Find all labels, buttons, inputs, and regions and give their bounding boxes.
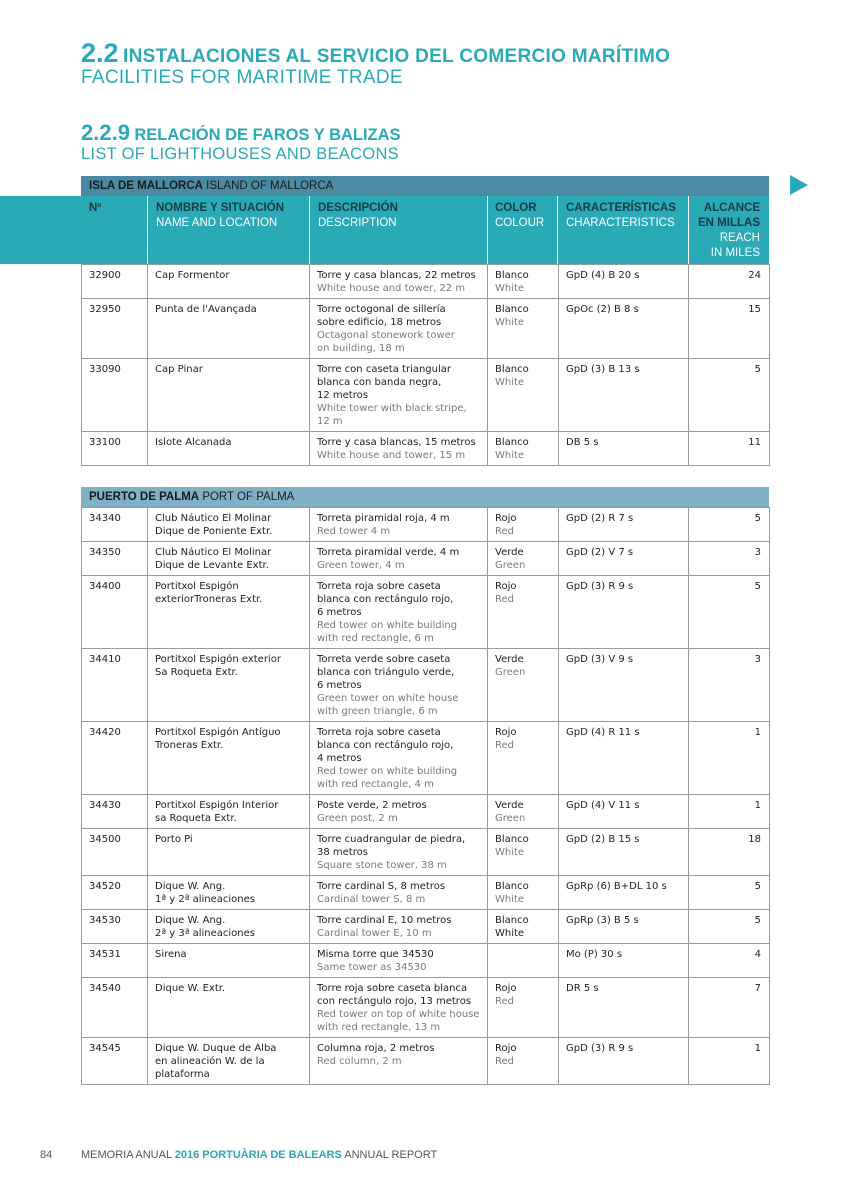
cell-colour: Verde Green	[488, 542, 559, 576]
section-heading	[81, 38, 670, 89]
col-description-header: DESCRIPCIÓN DESCRIPTION	[318, 202, 398, 229]
table-row	[82, 722, 770, 795]
cell-name: Dique W. Extr.	[148, 978, 310, 1038]
subsection-title-en: LIST OF LIGHTHOUSES AND BEACONS	[81, 145, 399, 163]
cell-colour: Blanco White	[488, 829, 559, 876]
section-title-en: FACILITIES FOR MARITIME TRADE	[81, 67, 403, 88]
section-title-es: INSTALACIONES AL SERVICIO DEL COMERCIO MARÍTIMO	[123, 46, 671, 67]
cell-description: Torreta roja sobre caseta blanca con rectángulo rojo, 4 metros Red tower on white building with red rectangle, 4 m	[310, 722, 488, 795]
cell-name: Club Náutico El Molinar Dique de Poniente Extr.	[148, 508, 310, 542]
cell-name: Porto Pi	[148, 829, 310, 876]
cell-name: Islote Alcanada	[148, 432, 310, 466]
table-row	[82, 910, 770, 944]
cell-reach: 5	[689, 876, 770, 910]
cell-reach: 5	[689, 508, 770, 542]
cell-colour: Blanco White	[488, 432, 559, 466]
cell-description: Torre cardinal S, 8 metros Cardinal tower S, 8 m	[310, 876, 488, 910]
cell-colour: Rojo Red	[488, 978, 559, 1038]
cell-number: 34410	[82, 649, 148, 722]
table-row	[82, 944, 770, 978]
table-row	[82, 359, 770, 432]
cell-reach: 1	[689, 722, 770, 795]
table-row	[82, 265, 770, 299]
lighthouse-table-mallorca	[81, 264, 770, 466]
cell-reach: 18	[689, 829, 770, 876]
col-number-header: Nº	[89, 202, 102, 214]
cell-description: Torreta piramidal verde, 4 m Green tower, 4 m	[310, 542, 488, 576]
table-row	[82, 829, 770, 876]
footer-text: MEMORIA ANUAL 2016 PORTUÀRIA DE BALEARS ANNUAL REPORT	[81, 1149, 438, 1161]
cell-description: Torre cardinal E, 10 metros Cardinal tower E, 10 m	[310, 910, 488, 944]
cell-colour: Rojo Red	[488, 1038, 559, 1085]
cell-reach: 5	[689, 576, 770, 649]
cell-colour: Blanco White	[488, 265, 559, 299]
cell-number: 34520	[82, 876, 148, 910]
col-name-header: NOMBRE Y SITUACIÓN NAME AND LOCATION	[156, 202, 285, 229]
cell-number: 34540	[82, 978, 148, 1038]
cell-reach: 1	[689, 795, 770, 829]
cell-characteristics: GpD (2) R 7 s	[559, 508, 689, 542]
cell-description: Torreta roja sobre caseta blanca con rectángulo rojo, 6 metros Red tower on white building with red rectangle, 6 m	[310, 576, 488, 649]
cell-colour: Verde Green	[488, 649, 559, 722]
cell-characteristics: GpOc (2) B 8 s	[559, 299, 689, 359]
table-row	[82, 299, 770, 359]
cell-characteristics: GpD (2) V 7 s	[559, 542, 689, 576]
cell-name: Punta de l'Avançada	[148, 299, 310, 359]
table-row	[82, 432, 770, 466]
cell-colour: Blanco White	[488, 910, 559, 944]
cell-number: 34340	[82, 508, 148, 542]
cell-characteristics: GpD (2) B 15 s	[559, 829, 689, 876]
cell-name: Dique W. Ang. 2ª y 3ª alineaciones	[148, 910, 310, 944]
cell-number: 32900	[82, 265, 148, 299]
table-row	[82, 876, 770, 910]
cell-description: Misma torre que 34530 Same tower as 34530	[310, 944, 488, 978]
cell-characteristics: GpRp (6) B+DL 10 s	[559, 876, 689, 910]
cell-reach: 11	[689, 432, 770, 466]
cell-name: Cap Formentor	[148, 265, 310, 299]
table-header	[0, 196, 769, 264]
cell-description: Torreta verde sobre caseta blanca con triángulo verde, 6 metros Green tower on white house with green triangle, 6 m	[310, 649, 488, 722]
col-reach-header: ALCANCE EN MILLAS REACH IN MILES	[698, 202, 760, 259]
lighthouse-table-palma	[81, 507, 770, 1085]
table-row	[82, 649, 770, 722]
cell-name: Portitxol Espigón exteriorTroneras Extr.	[148, 576, 310, 649]
table-row	[82, 1038, 770, 1085]
cell-description: Torre y casa blancas, 15 metros White house and tower, 15 m	[310, 432, 488, 466]
cell-characteristics: GpD (4) V 11 s	[559, 795, 689, 829]
table-row	[82, 576, 770, 649]
cell-reach: 3	[689, 542, 770, 576]
cell-characteristics: GpD (3) R 9 s	[559, 576, 689, 649]
cell-reach: 1	[689, 1038, 770, 1085]
section-number: 2.2	[81, 38, 119, 68]
cell-colour: Rojo Red	[488, 722, 559, 795]
cell-reach: 24	[689, 265, 770, 299]
cell-number: 34430	[82, 795, 148, 829]
cell-characteristics: Mo (P) 30 s	[559, 944, 689, 978]
cell-number: 33090	[82, 359, 148, 432]
table-row	[82, 508, 770, 542]
cell-description: Torre octogonal de sillería sobre edificio, 18 metros Octagonal stonework tower on building, 18 m	[310, 299, 488, 359]
cell-colour: Blanco White	[488, 876, 559, 910]
cell-colour: Rojo Red	[488, 576, 559, 649]
cell-colour: Rojo Red	[488, 508, 559, 542]
cell-name: Portitxol Espigón exterior Sa Roqueta Extr.	[148, 649, 310, 722]
cell-number: 32950	[82, 299, 148, 359]
subsection-number: 2.2.9	[81, 120, 130, 145]
cell-characteristics: GpD (3) B 13 s	[559, 359, 689, 432]
cell-characteristics: DR 5 s	[559, 978, 689, 1038]
cell-number: 34500	[82, 829, 148, 876]
cell-description: Poste verde, 2 metros Green post, 2 m	[310, 795, 488, 829]
cell-colour: Verde Green	[488, 795, 559, 829]
cell-characteristics: GpD (3) R 9 s	[559, 1038, 689, 1085]
cell-description: Torre roja sobre caseta blanca con rectángulo rojo, 13 metros Red tower on top of white house with red rectangle, 13 m	[310, 978, 488, 1038]
table-row	[82, 795, 770, 829]
cell-number: 34350	[82, 542, 148, 576]
cell-number: 34420	[82, 722, 148, 795]
cell-reach: 3	[689, 649, 770, 722]
col-colour-header: COLOR COLOUR	[495, 202, 545, 229]
table-row	[82, 978, 770, 1038]
subsection-heading	[81, 120, 401, 164]
cell-colour: Blanco White	[488, 299, 559, 359]
table-row	[82, 542, 770, 576]
cell-number: 34545	[82, 1038, 148, 1085]
cell-characteristics: GpRp (3) B 5 s	[559, 910, 689, 944]
subsection-title-es: RELACIÓN DE FAROS Y BALIZAS	[134, 126, 401, 144]
cell-reach: 5	[689, 910, 770, 944]
cell-number: 34530	[82, 910, 148, 944]
cell-name: Portitxol Espigón Antíguo Troneras Extr.	[148, 722, 310, 795]
cell-name: Sirena	[148, 944, 310, 978]
cell-reach: 5	[689, 359, 770, 432]
cell-characteristics: GpD (3) V 9 s	[559, 649, 689, 722]
cell-name: Portitxol Espigón Interior sa Roqueta Extr.	[148, 795, 310, 829]
cell-colour	[488, 944, 559, 978]
cell-name: Dique W. Ang. 1ª y 2ª alineaciones	[148, 876, 310, 910]
cell-name: Cap Pinar	[148, 359, 310, 432]
page-number: 84	[40, 1149, 53, 1161]
section-bar-palma: PUERTO DE PALMA PORT OF PALMA	[81, 487, 769, 507]
cell-colour: Blanco White	[488, 359, 559, 432]
cell-reach: 4	[689, 944, 770, 978]
cell-description: Torreta piramidal roja, 4 m Red tower 4 m	[310, 508, 488, 542]
cell-number: 34400	[82, 576, 148, 649]
col-characteristics-header: CARACTERÍSTICAS CHARACTERISTICS	[566, 202, 676, 229]
cell-number: 34531	[82, 944, 148, 978]
cell-characteristics: GpD (4) B 20 s	[559, 265, 689, 299]
cell-reach: 7	[689, 978, 770, 1038]
cell-name: Dique W. Duque de Alba en alineación W. de la plataforma	[148, 1038, 310, 1085]
cell-description: Torre y casa blancas, 22 metros White house and tower, 22 m	[310, 265, 488, 299]
cell-reach: 15	[689, 299, 770, 359]
cell-number: 33100	[82, 432, 148, 466]
cell-description: Columna roja, 2 metros Red column, 2 m	[310, 1038, 488, 1085]
section-bar-mallorca: ISLA DE MALLORCA ISLAND OF MALLORCA	[81, 176, 769, 196]
cell-name: Club Náutico El Molinar Dique de Levante Extr.	[148, 542, 310, 576]
cell-characteristics: DB 5 s	[559, 432, 689, 466]
cell-description: Torre cuadrangular de piedra, 38 metros Square stone tower, 38 m	[310, 829, 488, 876]
cell-description: Torre con caseta triangular blanca con banda negra, 12 metros White tower with black stripe, 12 m	[310, 359, 488, 432]
next-page-arrow-icon	[790, 175, 808, 195]
cell-characteristics: GpD (4) R 11 s	[559, 722, 689, 795]
